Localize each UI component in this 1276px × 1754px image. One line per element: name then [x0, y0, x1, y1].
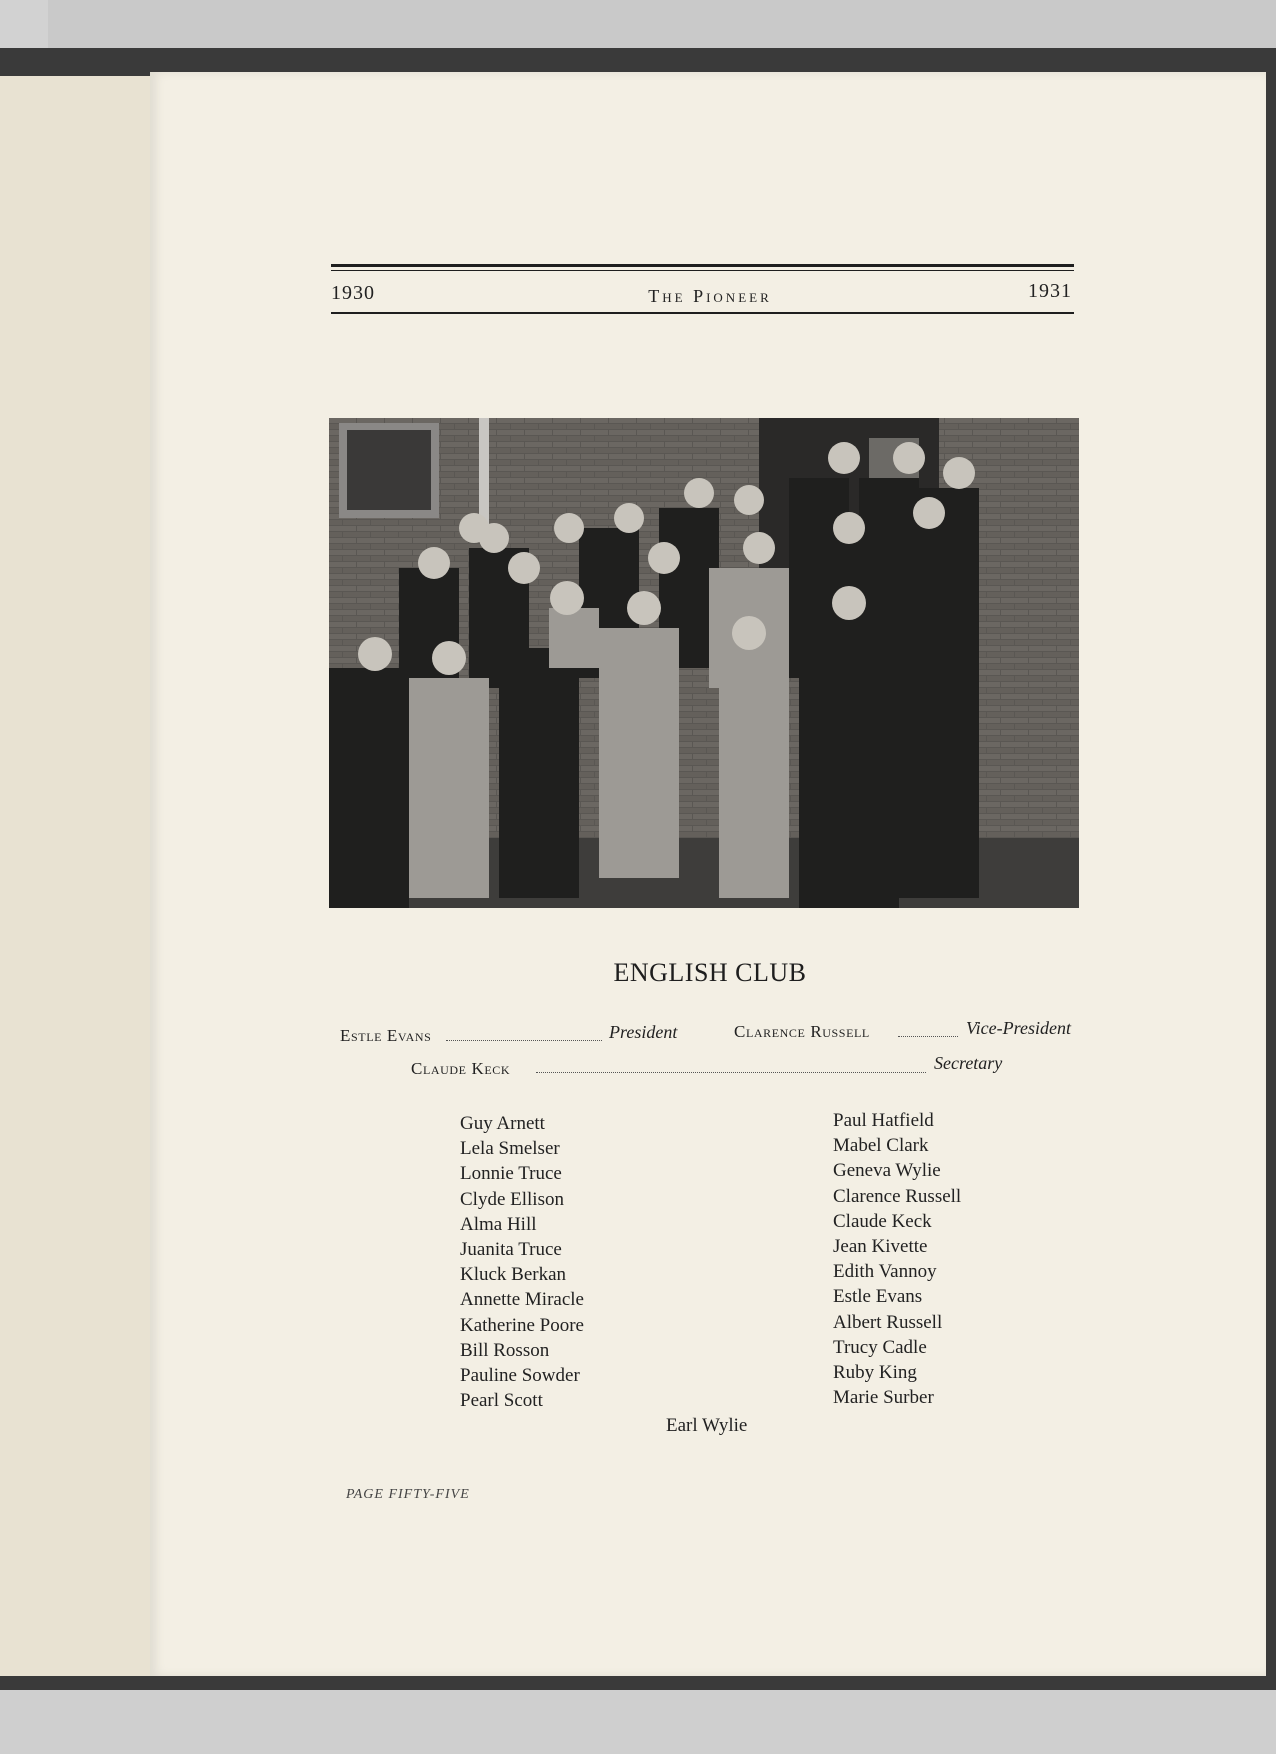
secretary-leader-dots	[536, 1072, 926, 1073]
member-name: Clyde Ellison	[460, 1188, 564, 1210]
member-name: Clarence Russell	[833, 1185, 962, 1207]
header-title: The Pioneer	[648, 286, 772, 306]
member-name: Edith Vannoy	[833, 1261, 937, 1283]
member-name: Guy Arnett	[460, 1113, 545, 1134]
president-name: Estle Evans	[340, 1026, 432, 1045]
member-name: Bill Rosson	[460, 1339, 550, 1361]
vice-president-role: Vice-President	[966, 1018, 1071, 1038]
member-name: Katherine Poore	[460, 1314, 584, 1336]
member-name: Geneva Wylie	[833, 1160, 941, 1182]
group-photo	[329, 418, 1079, 908]
secretary-role: Secretary	[934, 1053, 1003, 1073]
member-last: Earl Wylie	[666, 1415, 748, 1436]
president-role: President	[609, 1022, 678, 1042]
member-name: Annette Miracle	[460, 1289, 584, 1311]
member-name: Paul Hatfield	[833, 1110, 934, 1131]
members-left-column	[460, 1111, 584, 1413]
member-name: Kluck Berkan	[460, 1264, 567, 1286]
member-name: Marie Surber	[833, 1387, 934, 1409]
member-name: Ruby King	[833, 1362, 917, 1384]
member-name: Estle Evans	[833, 1286, 923, 1308]
member-name: Lela Smelser	[460, 1138, 560, 1160]
scan-background-bottom	[0, 1690, 1276, 1754]
members-right-column	[833, 1108, 961, 1410]
group-photo-image	[329, 418, 1079, 908]
member-name: Pearl Scott	[460, 1390, 543, 1412]
member-name: Alma Hill	[460, 1213, 537, 1235]
scan-background-top	[0, 0, 1276, 48]
member-name: Pauline Sowder	[460, 1365, 580, 1387]
header-rule-top-thin	[331, 270, 1074, 271]
header-year-right: 1931	[1028, 280, 1072, 302]
member-name: Lonnie Truce	[460, 1163, 562, 1185]
member-name: Claude Keck	[833, 1210, 932, 1232]
club-title: ENGLISH CLUB	[613, 958, 807, 987]
secretary-name: Claude Keck	[411, 1059, 511, 1078]
member-name: Jean Kivette	[833, 1236, 928, 1258]
left-page-edge	[0, 76, 152, 1676]
page-number: PAGE FIFTY-FIVE	[346, 1487, 470, 1502]
header-rule-bottom	[331, 312, 1074, 314]
member-name: Mabel Clark	[833, 1135, 929, 1157]
president-leader-dots	[446, 1040, 602, 1041]
member-name: Juanita Truce	[460, 1239, 562, 1261]
vice-president-name: Clarence Russell	[734, 1022, 870, 1041]
vice-president-leader-dots	[898, 1036, 958, 1037]
member-name: Albert Russell	[833, 1311, 943, 1333]
header-rule-top	[331, 264, 1074, 267]
header-year-left: 1930	[331, 282, 375, 304]
member-name: Trucy Cadle	[833, 1336, 927, 1358]
